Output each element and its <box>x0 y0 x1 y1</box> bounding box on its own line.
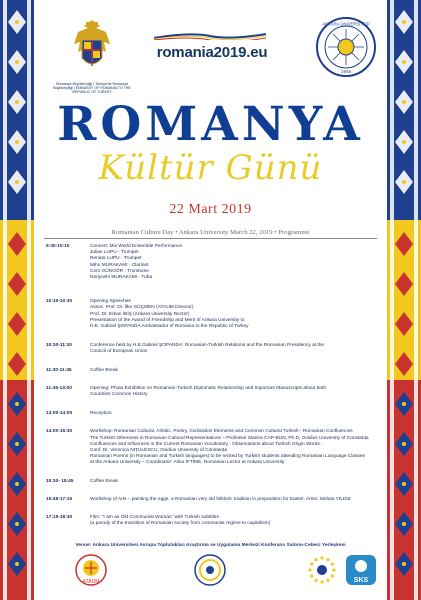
programme-item <box>46 429 381 466</box>
programme-line: The Turkish Otherness in Romanian Cultural Representations – Professor Marina CAP-BUN, Ph.D, Ovidius University of Constanța <box>90 435 369 441</box>
programme-item <box>46 368 381 374</box>
programme-line: Opening Speeches <box>90 299 131 305</box>
programme-line: Film: "I am an Old Communist Woman" with Turkish subtitles <box>90 515 219 521</box>
right-folk-border <box>387 0 421 600</box>
eu-stars-logo-icon <box>305 553 339 587</box>
programme-line: Confluences and Influences in the Current Romanian Vocabulary - Observations about Turkish Origin Words - <box>90 441 323 447</box>
programme-time: 13:00-14:00 <box>46 411 73 417</box>
programme-line: Julian LUPU - Trumpet <box>90 250 139 256</box>
programme-line: Countries Common History <box>90 392 148 398</box>
programme-line: Cem GÜNGÖR - Trombone <box>90 268 149 274</box>
programme-line: Coffee Break <box>90 367 118 373</box>
programme-line: Noriyoshi MURAKAMI - Tuba <box>90 275 153 281</box>
programme-line: Workshop of Arts – painting the eggs, a Romanian very old folkloric tradition in preparation for Easter. Artist: Steluta YILDIZ <box>90 496 351 502</box>
programme-line: Coffee Break <box>90 478 118 484</box>
programme-time: 10:30-11:30 <box>46 343 72 349</box>
programme-item <box>46 343 381 355</box>
programme-line: Renata LUPU - Trumpet <box>90 256 142 262</box>
programme-time: 11:30-11:45 <box>46 367 72 373</box>
ataum-logo-icon <box>74 553 108 587</box>
programme-line: Concert: Mix World Ensemble Performance <box>90 244 183 249</box>
ankara-university-small-seal-icon <box>193 553 227 587</box>
event-date: 22 Mart 2019 <box>169 202 252 217</box>
sks-logo-icon <box>344 553 378 587</box>
programme-line: Presentation of the Award of Friendship and Merit of Ankara University to <box>90 317 245 323</box>
programme-time: 15:30- 15:45 <box>46 478 74 484</box>
programme-item <box>46 386 381 398</box>
seal-university-text: ANKARA ÜNİVERSİTESİ <box>322 21 370 27</box>
programme-line: Conference held by H.E.Gabriel ŞOPANDA: Romanian-Turkish Relations and the Romanian Presidency at the <box>90 343 325 349</box>
tagline: Romanian Culture Day • Ankara University March 22, 2019 • Programme <box>44 229 377 239</box>
programme-item <box>46 411 381 417</box>
programme-time: 17:15-18:30 <box>46 515 73 521</box>
programme-time: 10:10-10:30 <box>46 299 73 305</box>
programme-line: Workshop: Romanian Cultural, Artistic, Poetry, Civilization Elements and Common Cultural Turkish - Romanian Confluences <box>90 429 353 435</box>
programme-time: 15:45-17:15 <box>46 496 73 502</box>
website-label: romania2019.eu <box>156 44 268 61</box>
programme-line: Miho MURAKAMI - Clarinet <box>90 262 149 268</box>
programme-line: at the Ankara University – Coordinator: Alina İFTİME, Romanian Lector at Ankara University <box>90 460 285 466</box>
sks-logo-label: SKS <box>353 577 369 584</box>
programme-item <box>46 497 381 503</box>
programme-item <box>46 479 381 485</box>
page-subtitle: Kültür Günü <box>98 148 323 188</box>
programme-time: 14:00-15:30 <box>46 429 73 435</box>
programme-line: Conf. Dr. Veronica NIȚULESCU, Ovidius University of Constanța <box>90 448 228 454</box>
eu-stars-banner <box>150 32 270 40</box>
programme-line: H.E. Gabriel ŞOPANDA Ambassador of Romania to the Republic of Turkey <box>90 324 249 330</box>
programme-line: (a parody of the transition of Romanian society from communist regime to capitalism) <box>90 521 271 527</box>
venue-line: Venue: Ankara Üniversitesi Avrupa Toplulukları Araştırma ve Uygulama Merkezi Konferans Salonu-Cebeci Yerleşkesi <box>75 543 346 548</box>
programme-line: Reception <box>90 411 112 417</box>
ankara-university-seal-icon <box>315 16 377 78</box>
programme-time: 11:45-13:00 <box>46 385 72 391</box>
programme-line: Assoc. Prof. Dr. İlke GÜÇMEN (ATAUM Director) <box>90 305 194 311</box>
programme-list <box>46 244 381 527</box>
programme-item <box>46 244 381 281</box>
page-title: ROMANYA <box>57 97 364 152</box>
programme-item <box>46 299 381 330</box>
programme-line: Romanian Poems (in Romanian and Turkish languages) to be recited by Turkish students attending Romanian Language Classes <box>90 454 365 460</box>
ataum-logo-label: ATAUM <box>82 579 100 585</box>
programme-time: 9:30-10:10 <box>46 244 70 249</box>
romanian-coat-of-arms-icon <box>66 18 118 78</box>
programme-item <box>46 515 381 527</box>
seal-year-text: 1946 <box>340 69 352 74</box>
left-folk-border <box>0 0 34 600</box>
programme-line: Prof. Dr. Erkan İBİŞ (Ankara University Rector) <box>90 311 190 317</box>
embassy-text: Romanya Büyükelçiliği | Türkiye'de Romanya Büyükelçiliği | EMBASSY OF ROMANIA TO THE REPUBLIC OF TURKEY <box>53 82 131 95</box>
programme-line: Council of European Union <box>90 349 148 355</box>
programme-line: Opening: Photo Exhibition on Romanian-Turkish Diplomatic Relationship and Important Manuscripts about both <box>90 385 327 391</box>
